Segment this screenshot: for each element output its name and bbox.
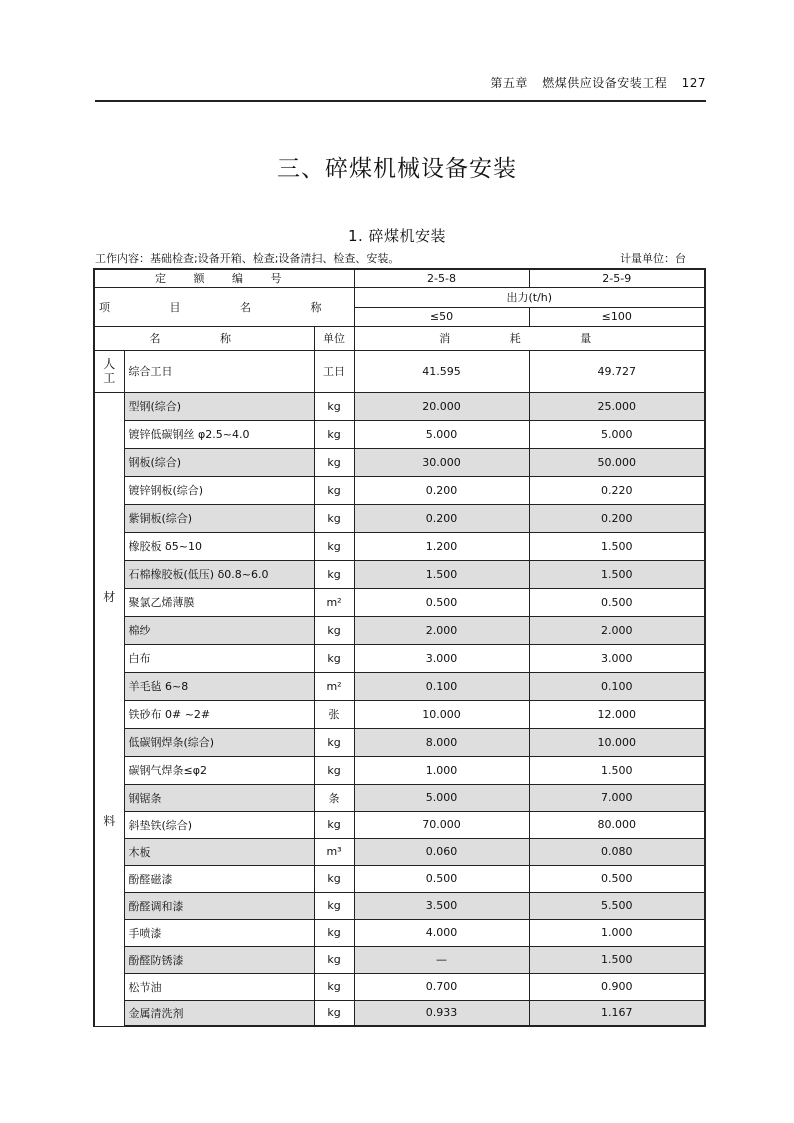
material-unit: kg [314,728,354,756]
material-unit: m² [314,588,354,616]
material-value-1: 0.060 [354,838,529,865]
material-value-1: 0.500 [354,588,529,616]
material-name: 橡胶板 δ5~10 [124,532,314,560]
material-row [94,644,705,672]
chapter-label: 第五章 [490,76,528,90]
material-name: 松节油 [124,973,314,1000]
labor-category: 人工 [94,350,124,392]
consumption-label: 消 耗 量 [354,326,705,350]
subsection-title: 1. 碎煤机安装 [347,227,447,245]
page-number: 127 [681,76,706,90]
material-name: 酚醛磁漆 [124,865,314,892]
material-value-1: 1.000 [354,756,529,784]
material-row [94,672,705,700]
material-name: 羊毛毡 6~8 [124,672,314,700]
material-value-1: 0.100 [354,672,529,700]
material-value-2: 1.000 [529,919,705,946]
material-row [94,448,705,476]
material-name: 钢板(综合) [124,448,314,476]
material-value-2: 50.000 [529,448,705,476]
material-value-2: 25.000 [529,392,705,420]
material-row [94,865,705,892]
material-row [94,560,705,588]
material-name: 碳钢气焊条≤φ2 [124,756,314,784]
material-unit: kg [314,392,354,420]
material-name: 钢锯条 [124,784,314,811]
material-name: 紫铜板(综合) [124,504,314,532]
material-name: 型钢(综合) [124,392,314,420]
material-unit: kg [314,504,354,532]
material-value-2: 5.500 [529,892,705,919]
labor-row [94,350,705,392]
output-label: 出力(t/h) [354,287,705,307]
material-unit: kg [314,811,354,838]
material-row [94,728,705,756]
material-category-bottom: 料 [103,814,116,828]
material-row [94,892,705,919]
material-value-2: 3.000 [529,644,705,672]
material-value-1: 1.500 [354,560,529,588]
material-value-1: 2.000 [354,616,529,644]
material-value-1: 0.500 [354,865,529,892]
material-row [94,504,705,532]
material-name: 金属清洗剂 [124,1000,314,1026]
material-row [94,811,705,838]
output-header-row [94,287,705,307]
material-name: 手喷漆 [124,919,314,946]
material-value-2: 12.000 [529,700,705,728]
material-name: 斜垫铁(综合) [124,811,314,838]
material-row [94,838,705,865]
material-value-1: 0.200 [354,476,529,504]
quota-no-label: 定 额 编 号 [94,269,354,287]
item-name-label: 项 目 名 称 [94,287,354,326]
material-unit: kg [314,532,354,560]
material-value-2: 1.500 [529,756,705,784]
material-row [94,588,705,616]
material-name: 石棉橡胶板(低压) δ0.8~6.0 [124,560,314,588]
labor-value-2: 49.727 [529,350,705,392]
material-unit: 条 [314,784,354,811]
header-rule [95,100,706,102]
material-unit: m² [314,672,354,700]
material-value-2: 0.500 [529,865,705,892]
material-unit: kg [314,865,354,892]
material-unit: 张 [314,700,354,728]
material-value-2: 1.167 [529,1000,705,1026]
column-header-row [94,326,705,350]
material-unit: kg [314,756,354,784]
material-name: 酚醛防锈漆 [124,946,314,973]
work-content: 工作内容：基础检查;设备开箱、检查;设备清扫、检查、安装。 [95,252,400,265]
material-unit: kg [314,616,354,644]
material-value-1: 10.000 [354,700,529,728]
material-row [94,616,705,644]
material-category-top: 材 [103,590,116,604]
material-unit: kg [314,420,354,448]
unit-note: 计量单位：台 [620,252,686,265]
name-label: 名 称 [94,326,314,350]
material-value-2: 10.000 [529,728,705,756]
material-value-2: 0.200 [529,504,705,532]
quota-table [93,268,706,1027]
material-value-1: 0.933 [354,1000,529,1026]
material-value-2: 0.080 [529,838,705,865]
material-row [94,756,705,784]
material-row [94,973,705,1000]
material-name: 低碳钢焊条(综合) [124,728,314,756]
material-unit: kg [314,946,354,973]
material-value-1: 0.700 [354,973,529,1000]
material-unit: kg [314,892,354,919]
unit-label: 单位 [314,326,354,350]
material-name: 铁砂布 0# ~2# [124,700,314,728]
material-name: 镀锌钢板(综合) [124,476,314,504]
material-value-1: 70.000 [354,811,529,838]
material-value-2: 0.220 [529,476,705,504]
material-name: 木板 [124,838,314,865]
material-value-1: 3.000 [354,644,529,672]
material-value-1: 30.000 [354,448,529,476]
material-row [94,784,705,811]
material-row [94,420,705,448]
material-category [94,392,124,1026]
material-name: 聚氯乙烯薄膜 [124,588,314,616]
labor-value-1: 41.595 [354,350,529,392]
labor-name: 综合工日 [124,350,314,392]
quota-table-body [94,269,705,1026]
material-unit: m³ [314,838,354,865]
material-unit: kg [314,560,354,588]
labor-unit: 工日 [314,350,354,392]
material-value-1: — [354,946,529,973]
material-unit: kg [314,644,354,672]
material-name: 酚醛调和漆 [124,892,314,919]
material-row [94,476,705,504]
material-value-1: 3.500 [354,892,529,919]
material-row [94,392,705,420]
material-unit: kg [314,1000,354,1026]
material-value-1: 8.000 [354,728,529,756]
material-value-2: 0.900 [529,973,705,1000]
material-name: 棉纱 [124,616,314,644]
material-value-2: 7.000 [529,784,705,811]
material-value-1: 1.200 [354,532,529,560]
material-unit: kg [314,476,354,504]
material-value-1: 5.000 [354,420,529,448]
material-unit: kg [314,973,354,1000]
material-value-2: 2.000 [529,616,705,644]
running-head [95,74,706,94]
material-value-2: 5.000 [529,420,705,448]
chapter-title: 燃煤供应设备安装工程 [542,76,668,90]
material-row [94,532,705,560]
quota-code-1: 2-5-8 [354,269,529,287]
material-value-2: 1.500 [529,946,705,973]
material-value-1: 20.000 [354,392,529,420]
capacity-1: ≤50 [354,307,529,326]
material-value-1: 5.000 [354,784,529,811]
material-value-2: 0.500 [529,588,705,616]
material-row [94,919,705,946]
material-name: 镀锌低碳钢丝 φ2.5~4.0 [124,420,314,448]
material-value-2: 80.000 [529,811,705,838]
work-content-line [95,250,706,266]
material-row [94,1000,705,1026]
material-row [94,700,705,728]
quota-code-2: 2-5-9 [529,269,705,287]
material-value-2: 1.500 [529,560,705,588]
material-name: 白布 [124,644,314,672]
material-value-1: 4.000 [354,919,529,946]
section-title: 三、碎煤机械设备安装 [277,156,517,182]
material-value-1: 0.200 [354,504,529,532]
material-value-2: 0.100 [529,672,705,700]
capacity-2: ≤100 [529,307,705,326]
material-row [94,946,705,973]
material-unit: kg [314,448,354,476]
material-unit: kg [314,919,354,946]
quota-code-row [94,269,705,287]
material-value-2: 1.500 [529,532,705,560]
